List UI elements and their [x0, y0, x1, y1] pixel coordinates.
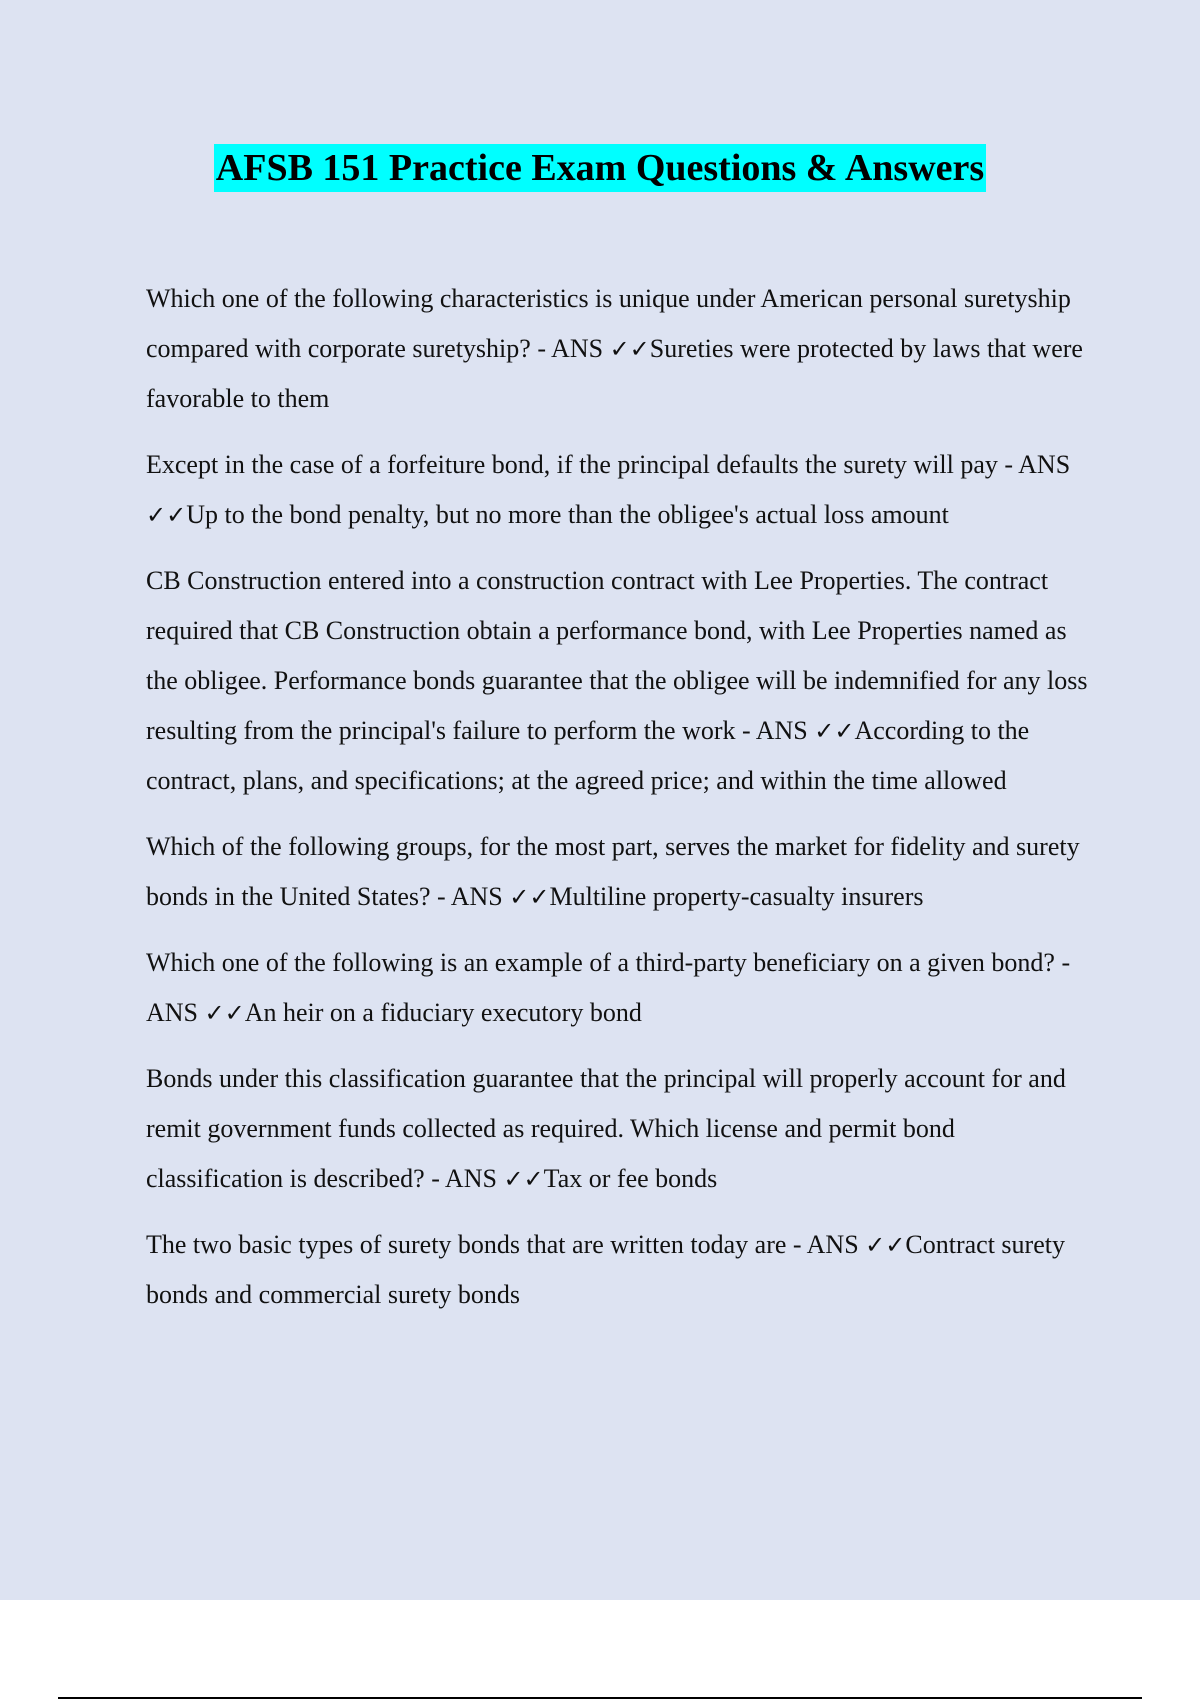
qa-item: [146, 822, 1096, 922]
separator: -: [530, 334, 552, 363]
footer-divider: [58, 1697, 1142, 1699]
separator: -: [997, 450, 1019, 479]
double-check-icon: ✓✓: [865, 1231, 906, 1259]
qa-item: [146, 440, 1096, 540]
qa-item: [146, 556, 1096, 806]
answer-prefix: ANS: [1018, 450, 1071, 479]
answer-prefix: ANS: [755, 716, 808, 745]
qa-item: [146, 274, 1096, 424]
separator: -: [1054, 948, 1071, 977]
question-text: Which one of the following is an example of a third-party beneficiary on a given bond?: [146, 948, 1055, 977]
double-check-icon: ✓✓: [146, 501, 187, 529]
qa-item: [146, 1054, 1096, 1204]
separator: -: [430, 882, 451, 911]
answer-text: Contract surety bonds and commercial surety bonds: [146, 1230, 1065, 1309]
separator: -: [735, 716, 756, 745]
document-title: AFSB 151 Practice Exam Questions & Answers: [214, 144, 986, 192]
answer-prefix: ANS: [146, 998, 199, 1027]
double-check-icon: ✓✓: [609, 335, 650, 363]
double-check-icon: ✓✓: [503, 1165, 544, 1193]
answer-prefix: ANS: [450, 882, 503, 911]
qa-list: [146, 274, 1096, 1336]
answer-text: Sureties were protected by laws that were favorable to them: [146, 334, 1083, 413]
answer-prefix: ANS: [444, 1164, 497, 1193]
double-check-icon: ✓✓: [509, 883, 550, 911]
question-text: Except in the case of a forfeiture bond, if the principal defaults the surety will pay: [146, 450, 998, 479]
double-check-icon: ✓✓: [814, 717, 855, 745]
separator: -: [424, 1164, 445, 1193]
question-text: Which of the following groups, for the most part, serves the market for fidelity and surety bonds in the United States?: [146, 832, 1080, 911]
question-text: The two basic types of surety bonds that are written today are: [146, 1230, 787, 1259]
answer-text: According to the contract, plans, and specifications; at the agreed price; and within the time allowed: [146, 716, 1030, 795]
answer-text: An heir on a fiduciary executory bond: [244, 998, 642, 1027]
question-text: CB Construction entered into a construction contract with Lee Properties. The contract required that CB Construction obtain a performance bond, with Lee Properties named as the obligee. Performance bonds guarantee that the obligee will be indemnified for any loss resulting from the principal's failure to perform the work: [146, 566, 1088, 745]
question-text: Which one of the following characteristics is unique under American personal suretyship compared with corporate suretyship?: [146, 284, 1071, 363]
title-wrapper: [0, 144, 1200, 192]
question-text: Bonds under this classification guarantee that the principal will properly account for and remit government funds collected as required. Which license and permit bond classification is described?: [146, 1064, 1066, 1193]
answer-prefix: ANS: [551, 334, 604, 363]
answer-prefix: ANS: [806, 1230, 859, 1259]
qa-item: [146, 1220, 1096, 1320]
qa-item: [146, 938, 1096, 1038]
answer-text: Up to the bond penalty, but no more than the obligee's actual loss amount: [186, 500, 949, 529]
separator: -: [786, 1230, 807, 1259]
double-check-icon: ✓✓: [204, 999, 245, 1027]
answer-text: Multiline property-casualty insurers: [549, 882, 924, 911]
answer-text: Tax or fee bonds: [543, 1164, 718, 1193]
